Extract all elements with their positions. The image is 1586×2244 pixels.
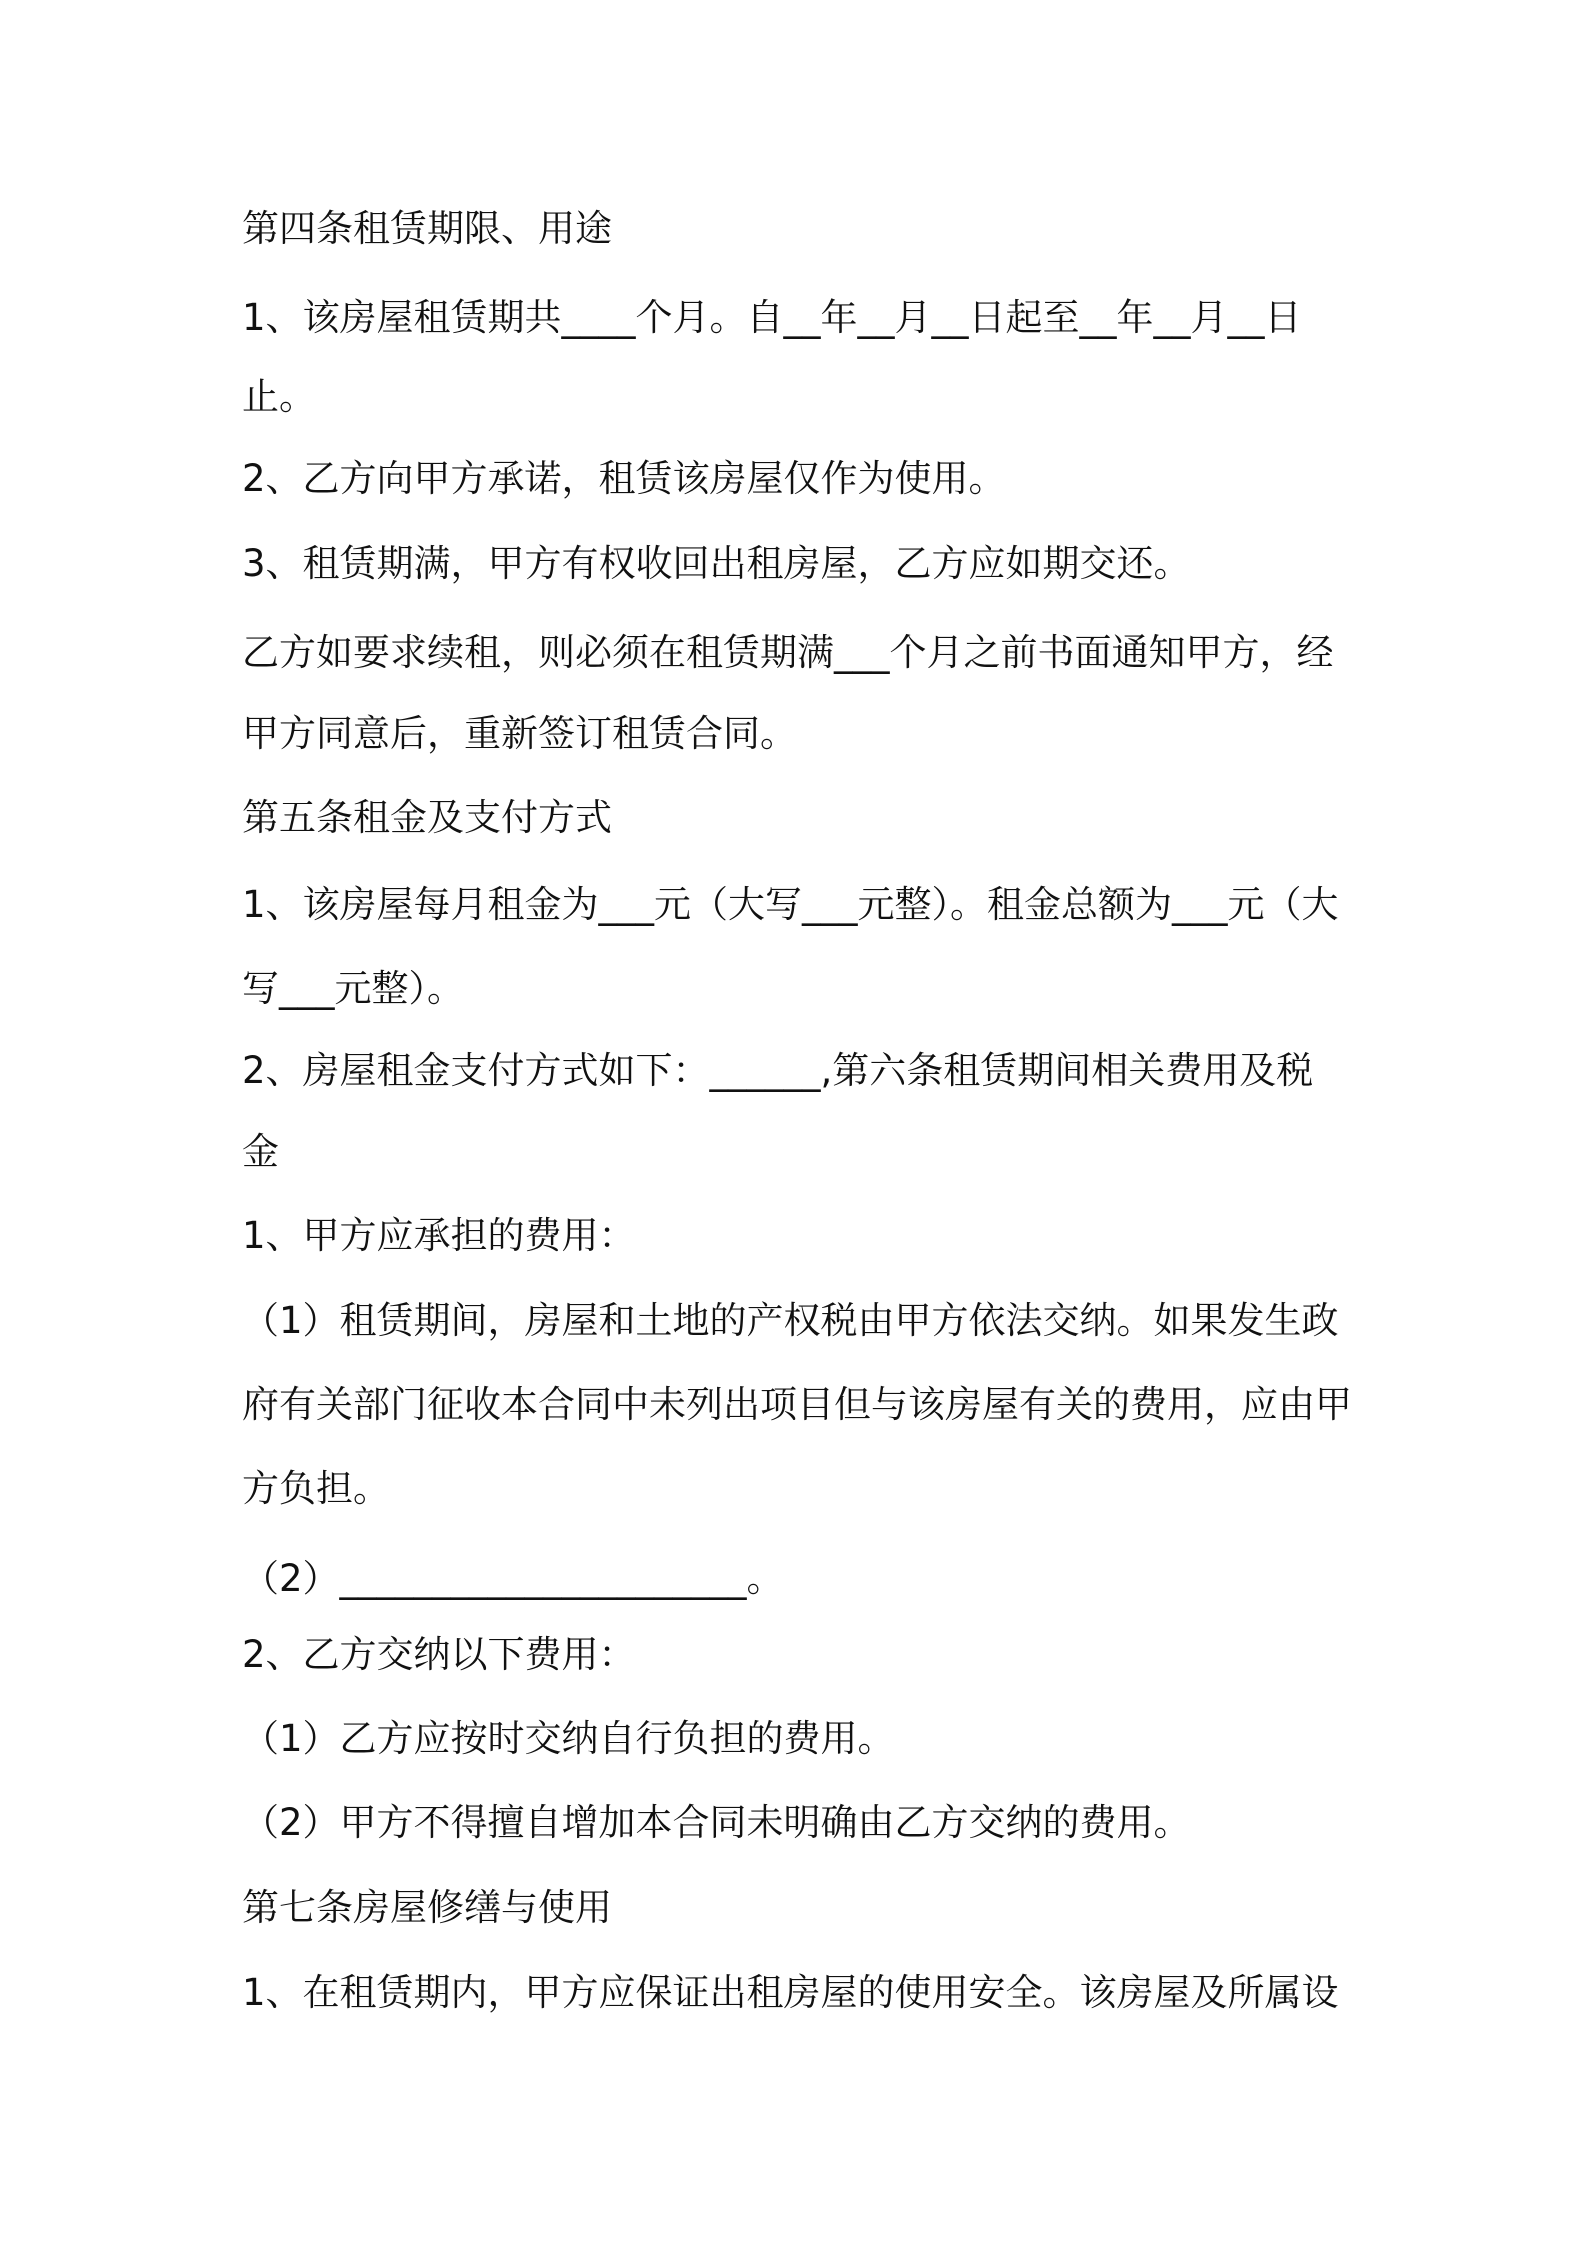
clause-6-1: 1、甲方应承担的费用：: [242, 1214, 636, 1257]
clause-6-2: 2、乙方交纳以下费用：: [242, 1633, 636, 1676]
clause-4-2: 2、乙方向甲方承诺，租赁该房屋仅作为使用。: [242, 457, 1006, 500]
clause-4-1-line-1: 1、该房屋租赁期共____个月。自__年__月__日起至__年__月__日: [242, 296, 1302, 339]
clause-5-2-line-1: 2、房屋租金支付方式如下：______,第六条租赁期间相关费用及税: [242, 1049, 1314, 1092]
renewal-paragraph-line-2: 甲方同意后，重新签订租赁合同。: [242, 712, 797, 755]
clause-6-1-1-line-3: 方负担。: [242, 1467, 390, 1510]
clause-6-1-1-line-2: 府有关部门征收本合同中未列出项目但与该房屋有关的费用，应由甲: [242, 1383, 1352, 1426]
clause-5-1-line-2: 写___元整）。: [242, 967, 464, 1010]
renewal-paragraph-line-1: 乙方如要求续租，则必须在租赁期满___个月之前书面通知甲方，经: [242, 631, 1334, 674]
clause-5-1-line-1: 1、该房屋每月租金为___元（大写___元整）。租金总额为___元（大: [242, 883, 1339, 926]
clause-5-2-line-2: 金: [242, 1130, 279, 1173]
article-7-heading: 第七条房屋修缮与使用: [242, 1886, 612, 1929]
article-5-heading: 第五条租金及支付方式: [242, 796, 612, 839]
clause-7-1-line-1: 1、在租赁期内，甲方应保证出租房屋的使用安全。该房屋及所属设: [242, 1971, 1339, 2014]
clause-6-2-2: （2）甲方不得擅自增加本合同未明确由乙方交纳的费用。: [242, 1801, 1191, 1844]
article-4-heading: 第四条租赁期限、用途: [242, 207, 612, 250]
clause-6-2-1: （1）乙方应按时交纳自行负担的费用。: [242, 1717, 895, 1760]
clause-6-1-2: （2）______________________。: [242, 1557, 784, 1600]
clause-6-1-1-line-1: （1）租赁期间，房屋和土地的产权税由甲方依法交纳。如果发生政: [242, 1299, 1339, 1342]
clause-4-1-line-2: 止。: [242, 375, 316, 418]
clause-4-3: 3、租赁期满，甲方有权收回出租房屋，乙方应如期交还。: [242, 542, 1191, 585]
